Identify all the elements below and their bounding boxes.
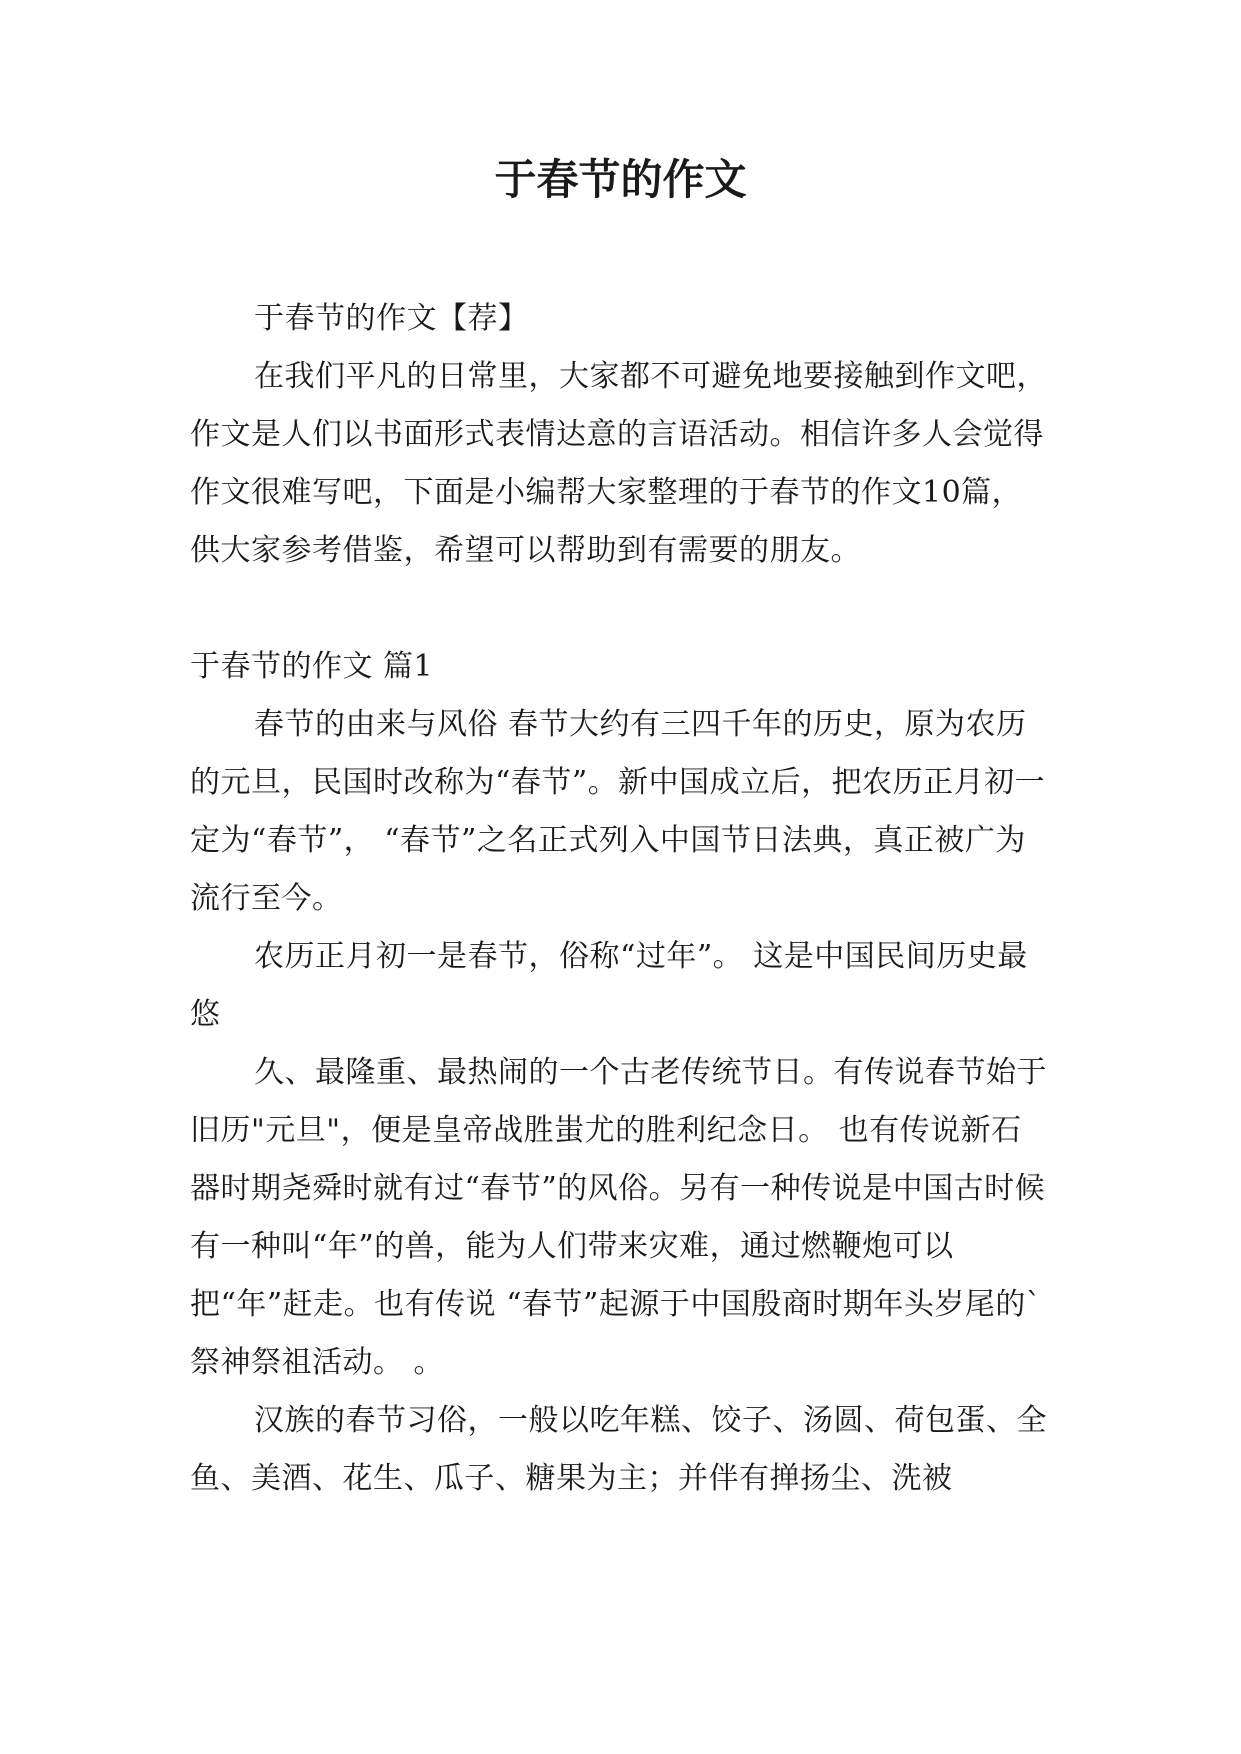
page-title: 于春节的作文 (494, 155, 747, 204)
body-paragraph: 春节的由来与风俗 春节大约有三四千年的历史，原为农历的元旦，民国时改称为“春节”。新中国成立后，把农历正月初一定为“春节”， “春节”之名正式列入中国节日法典，真正被广为流行至今。 (190, 707, 1046, 916)
body-paragraph: 汉族的春节习俗，一般以吃年糕、饺子、汤圆、荷包蛋、全鱼、美酒、花生、瓜子、糖果为主；并伴有掸扬尘、洗被 (190, 1403, 1047, 1496)
section-spacer (190, 580, 1052, 638)
section-heading: 于春节的作文 篇1 (190, 649, 434, 684)
document-subtitle: 于春节的作文【荐】 (254, 301, 529, 336)
intro-paragraph: 在我们平凡的日常里，大家都不可避免地要接触到作文吧，作文是人们以书面形式表情达意的言语活动。相信许多人会觉得作文很难写吧，下面是小编帮大家整理的于春节的作文10篇，供大家参考借鉴，希望可以帮助到有需要的朋友。 (190, 359, 1047, 568)
body-paragraph: 久、最隆重、最热闹的一个古老传统节日。有传说春节始于旧历"元旦"，便是皇帝战胜蚩尤的胜利纪念日。 也有传说新石器时期尧舜时就有过“春节”的风俗。另有一种传说是中国古时候有一种叫“年”的兽，能为人们带来灾难，通过燃鞭炮可以把“年”赶走。也有传说 “春节”起源于中国殷商时期年头岁尾的`祭神祭祖活动。 。 (190, 1055, 1047, 1380)
document-body (190, 290, 1052, 1508)
body-paragraph: 农历正月初一是春节，俗称“过年”。 这是中国民间历史最悠 (190, 939, 1028, 1032)
